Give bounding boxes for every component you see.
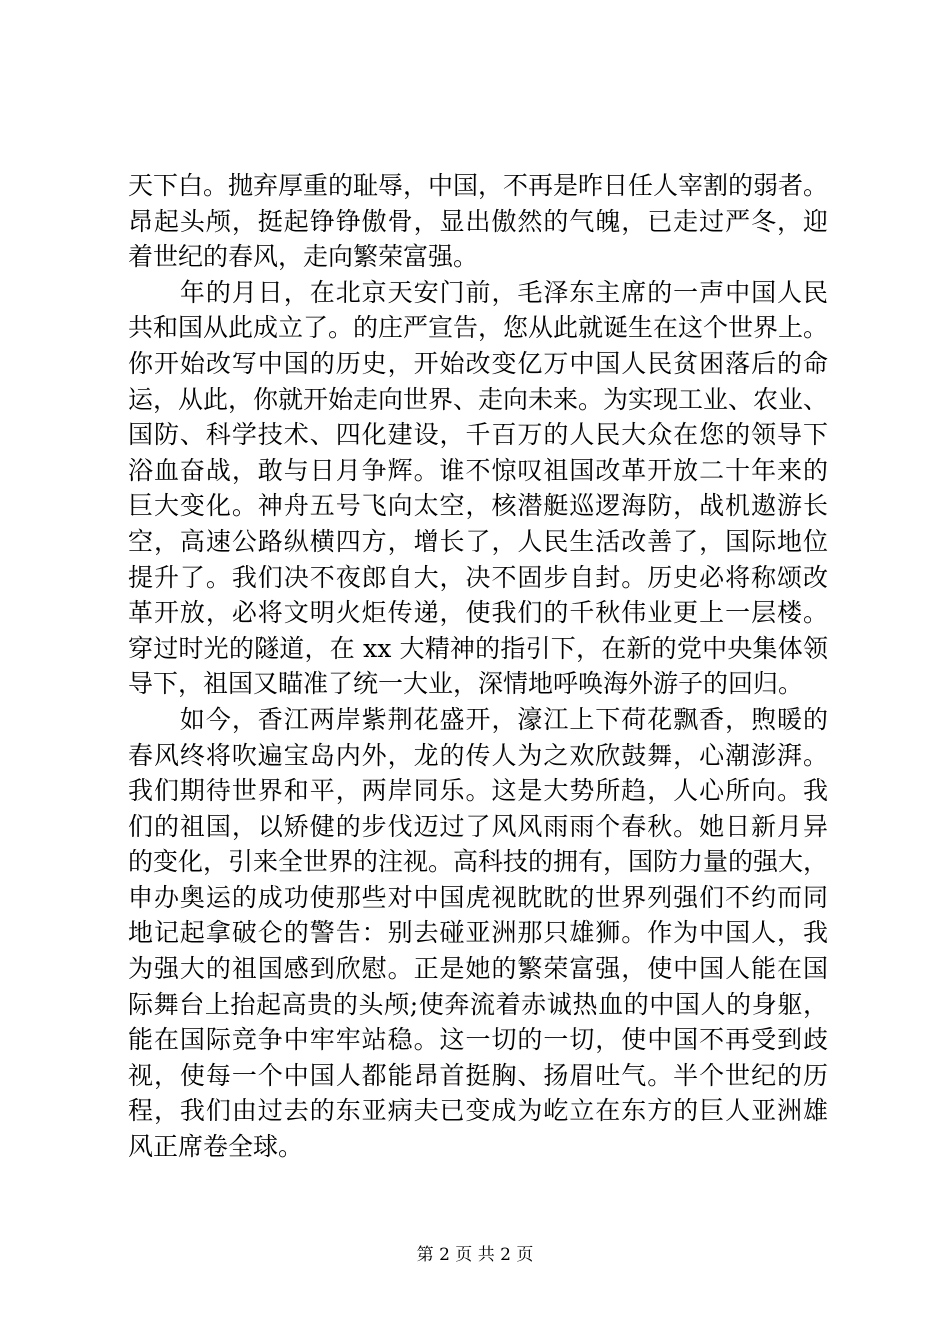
text-line: 着世纪的春风，走向繁荣富强。 <box>128 242 479 272</box>
text-line: 国防、科学技术、四化建设，千百万的人民大众在您的领导下 <box>128 420 828 450</box>
text-line: 春风终将吹遍宝岛内外，龙的传人为之欢欣鼓舞，心潮澎湃。 <box>128 740 828 770</box>
text-line: 为强大的祖国感到欣慰。正是她的繁荣富强，使中国人能在国 <box>128 954 828 984</box>
text-line: 程，我们由过去的东亚病夫已变成为屹立在东方的巨人亚洲雄 <box>128 1096 828 1126</box>
text-line: 昂起头颅，挺起铮铮傲骨，显出傲然的气魄，已走过严冬，迎 <box>128 206 828 236</box>
text-line: 浴血奋战，敢与日月争辉。谁不惊叹祖国改革开放二十年来的 <box>128 455 828 485</box>
text-line: 申办奥运的成功使那些对中国虎视眈眈的世界列强们不约而同 <box>128 882 828 912</box>
text-line: 风正席卷全球。 <box>128 1132 304 1162</box>
text-line: 我们期待世界和平，两岸同乐。这是大势所趋，人心所向。我 <box>128 776 828 806</box>
text-line: 们的祖国，以矫健的步伐迈过了风风雨雨个春秋。她日新月异 <box>128 811 828 841</box>
text-line: 天下白。抛弃厚重的耻辱，中国，不再是昨日任人宰割的弱者。 <box>128 171 829 200</box>
text-line: 提升了。我们决不夜郎自大，决不固步自封。历史必将称颂改 <box>128 562 828 592</box>
text-line: 视，使每一个中国人都能昂首挺胸、扬眉吐气。半个世纪的历 <box>128 1060 828 1090</box>
text-line: 能在国际竞争中牢牢站稳。这一切的一切，使中国不再受到歧 <box>128 1025 828 1055</box>
text-line: 际舞台上抬起高贵的头颅;使奔流着赤诚热血的中国人的身躯， <box>128 989 828 1019</box>
page-footer: 第 2 页 共 2 页 <box>416 1245 534 1265</box>
text-line: 导下，祖国又瞄准了统一大业，深情地呼唤海外游子的回归。 <box>128 669 804 699</box>
text-line: 共和国从此成立了。的庄严宣告，您从此就诞生在这个世界上。 <box>128 313 829 343</box>
text-line: 的变化，引来全世界的注视。高科技的拥有，国防力量的强大， <box>128 847 829 877</box>
text-line: 如今，香江两岸紫荆花盛开，濠江上下荷花飘香，煦暖的 <box>128 704 828 734</box>
text-line: 地记起拿破仑的警告：别去碰亚洲那只雄狮。作为中国人，我 <box>128 918 828 948</box>
text-line: 革开放，必将文明火炬传递，使我们的千秋伟业更上一层楼。 <box>128 598 828 628</box>
text-line: 运，从此，你就开始走向世界、走向未来。为实现工业、农业、 <box>128 384 829 414</box>
text-line: 你开始改写中国的历史，开始改变亿万中国人民贫困落后的命 <box>128 348 828 378</box>
body-text <box>128 168 828 1165</box>
text-line: 巨大变化。神舟五号飞向太空，核潜艇巡逻海防，战机遨游长 <box>128 491 828 521</box>
text-line: 空，高速公路纵横四方，增长了，人民生活改善了，国际地位 <box>128 526 828 556</box>
text-line: 年的月日，在北京天安门前，毛泽东主席的一声中国人民 <box>128 277 828 307</box>
text-line: 穿过时光的隧道，在 xx 大精神的指引下，在新的党中央集体领 <box>128 633 828 663</box>
